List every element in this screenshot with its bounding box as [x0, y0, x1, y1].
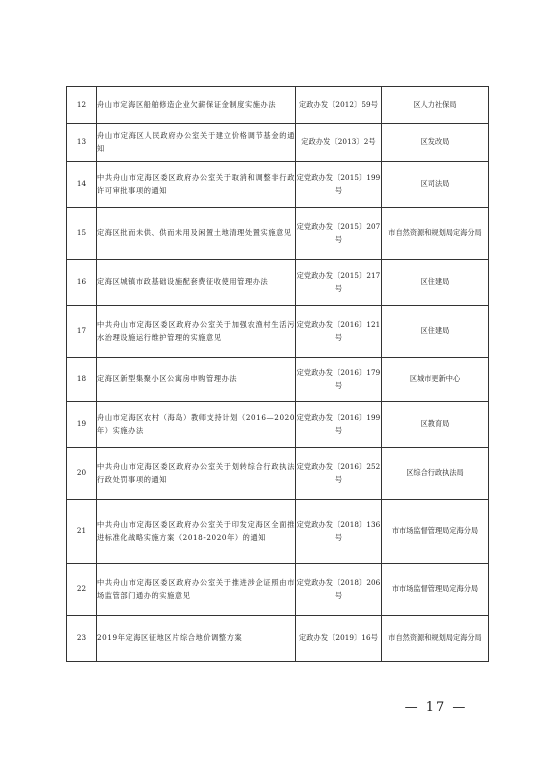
responsible-department: 市市场监督管理局定海分局: [382, 500, 489, 564]
document-title: 中共舟山市定海区委区政府办公室关于印发定海区全面推进标准化战略实施方案（2018-2020年）的通知: [97, 500, 296, 564]
document-title: 中共舟山市定海区委区政府办公室关于加强农渔村生活污水治理设施运行维护管理的实施意见: [97, 306, 296, 358]
document-number: 定党政办发〔2015〕199号: [296, 162, 382, 208]
row-number: 16: [67, 260, 97, 306]
document-number: 定党政办发〔2018〕206号: [296, 564, 382, 616]
row-number: 14: [67, 162, 97, 208]
document-title: 中共舟山市定海区委区政府办公室关于推进涉企证照由市场监管部门通办的实施意见: [97, 564, 296, 616]
table-row: [67, 306, 489, 358]
document-title: 中共舟山市定海区委区政府办公室关于取消和调整非行政许可审批事项的通知: [97, 162, 296, 208]
document-number: 定党政办发〔2016〕121号: [296, 306, 382, 358]
document-number: 定党政办发〔2016〕252号: [296, 448, 382, 500]
responsible-department: 区人力社保局: [382, 87, 489, 124]
table-row: [67, 616, 489, 662]
document-title: 中共舟山市定海区委区政府办公室关于划转综合行政执法行政处罚事项的通知: [97, 448, 296, 500]
responsible-department: 市自然资源和规划局定海分局: [382, 208, 489, 260]
document-title: 舟山市定海区人民政府办公室关于建立价格调节基金的通知: [97, 124, 296, 162]
responsible-department: 区住建局: [382, 260, 489, 306]
row-number: 18: [67, 358, 97, 402]
document-title: 定海区城镇市政基础设施配套费征收使用管理办法: [97, 260, 296, 306]
row-number: 13: [67, 124, 97, 162]
table-row: [67, 402, 489, 448]
responsible-department: 区住建局: [382, 306, 489, 358]
document-number: 定政办发〔2012〕59号: [296, 87, 382, 124]
table-row: [67, 208, 489, 260]
table-row: [67, 87, 489, 124]
table-row: [67, 564, 489, 616]
table-row: [67, 162, 489, 208]
table-row: [67, 500, 489, 564]
document-number: 定党政办发〔2015〕207号: [296, 208, 382, 260]
document-number: 定党政办发〔2016〕179号: [296, 358, 382, 402]
document-title: 舟山市定海区船舶修造企业欠薪保证金制度实施办法: [97, 87, 296, 124]
responsible-department: 区教育局: [382, 402, 489, 448]
row-number: 17: [67, 306, 97, 358]
responsible-department: 区城市更新中心: [382, 358, 489, 402]
table-row: [67, 124, 489, 162]
document-title: 定海区批而未供、供而未用及闲置土地清理处置实施意见: [97, 208, 296, 260]
responsible-department: 区发改局: [382, 124, 489, 162]
document-number: 定政办发〔2019〕16号: [296, 616, 382, 662]
table-row: [67, 448, 489, 500]
table-row: [67, 358, 489, 402]
row-number: 21: [67, 500, 97, 564]
row-number: 19: [67, 402, 97, 448]
responsible-department: 市自然资源和规划局定海分局: [382, 616, 489, 662]
responsible-department: 区司法局: [382, 162, 489, 208]
row-number: 15: [67, 208, 97, 260]
table-row: [67, 260, 489, 306]
document-title: 2019年定海区征地区片综合地价调整方案: [97, 616, 296, 662]
document-number: 定党政办发〔2016〕199号: [296, 402, 382, 448]
responsible-department: 区综合行政执法局: [382, 448, 489, 500]
row-number: 23: [67, 616, 97, 662]
page-number: — 17 —: [404, 700, 468, 715]
document-title: 定海区新型集聚小区公寓房申购管理办法: [97, 358, 296, 402]
document-number: 定政办发〔2013〕2号: [296, 124, 382, 162]
row-number: 20: [67, 448, 97, 500]
row-number: 22: [67, 564, 97, 616]
row-number: 12: [67, 87, 97, 124]
document-number: 定党政办发〔2015〕217号: [296, 260, 382, 306]
document-title: 舟山市定海区农村（海岛）教师支持计划（2016—2020年）实施办法: [97, 402, 296, 448]
regulation-table: [66, 86, 489, 662]
responsible-department: 市市场监督管理局定海分局: [382, 564, 489, 616]
document-number: 定党政办发〔2018〕136号: [296, 500, 382, 564]
